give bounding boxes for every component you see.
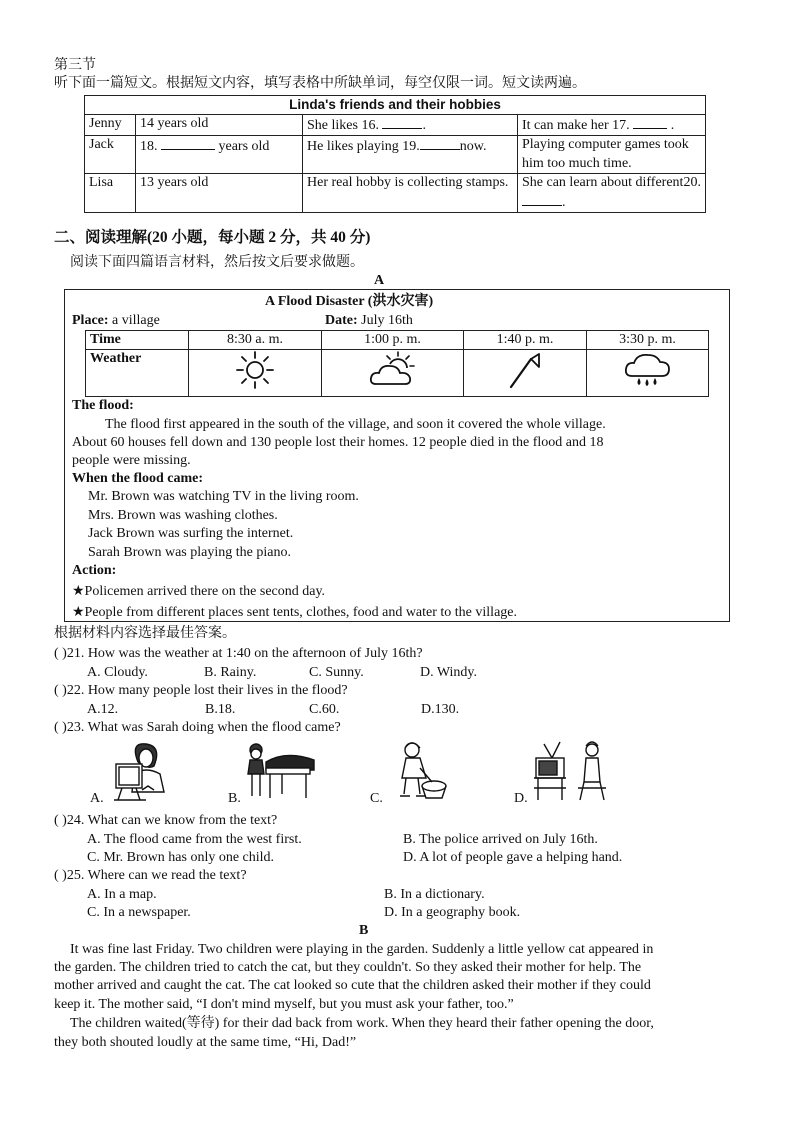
option-d[interactable]: D. In a geography book.	[384, 905, 521, 920]
answer-blank-19[interactable]	[420, 136, 460, 150]
cell-effect: It can make her 17. .	[518, 115, 706, 136]
place-value: a village	[108, 313, 160, 328]
list-item: Mrs. Brown was washing clothes.	[88, 508, 278, 523]
part-heading: 二、阅读理解(20 小题，每小题 2 分，共 40 分)	[54, 229, 371, 246]
answer-blank-18[interactable]	[161, 136, 215, 150]
option-b[interactable]: B. In a dictionary.	[384, 887, 485, 902]
option-a[interactable]: A.	[90, 791, 104, 806]
place-line	[72, 312, 160, 330]
flood-text: people were missing.	[72, 453, 191, 468]
section-title: 第三节	[54, 58, 96, 73]
flood-label: The flood:	[72, 398, 134, 413]
option-b[interactable]: B. Rainy.	[204, 665, 257, 680]
option-a[interactable]: A. The flood came from the west first.	[87, 832, 302, 847]
passage-b-line: they both shouted loudly at the same time, “Hi, Dad!”	[54, 1035, 357, 1050]
passage-b-line: The children waited(等待) for their dad back from work. When they heard their father opening the door,	[70, 1016, 654, 1031]
option-d[interactable]: D.130.	[421, 702, 460, 717]
list-item: Jack Brown was surfing the internet.	[88, 526, 294, 541]
hobbies-table	[84, 95, 706, 213]
cell-text: She can learn about different20.	[522, 174, 701, 190]
passage-b-line: mother arrived and caught the cat. The cat looked so cute that the children asked their mother if they could	[54, 978, 651, 993]
tv-girl-icon[interactable]	[530, 736, 614, 806]
table-row	[85, 136, 706, 173]
option-d[interactable]: D. A lot of people gave a helping hand.	[403, 850, 623, 865]
passage-label-a: A	[374, 273, 385, 288]
table-row	[85, 115, 706, 136]
time-cell: 3:30 p. m.	[587, 331, 709, 350]
date-value: July 16th	[357, 313, 413, 328]
answer-blank-16[interactable]	[382, 115, 422, 129]
passage-b-line: keep it. The mother said, “I don't mind myself, but you must ask your father, too.”	[54, 997, 514, 1012]
option-b[interactable]: B. The police arrived on July 16th.	[403, 832, 598, 847]
cell-age: 14 years old	[136, 115, 303, 136]
flood-text: About 60 houses fell down and 130 people lost their homes. 12 people died in the flood and 18	[72, 435, 604, 450]
time-label: Time	[86, 331, 189, 350]
question-21[interactable]: ( )21. How was the weather at 1:40 on the afternoon of July 16th?	[54, 646, 423, 661]
weather-cell	[189, 350, 322, 397]
time-cell: 1:40 p. m.	[464, 331, 587, 350]
weather-cell	[322, 350, 464, 397]
place-label: Place:	[72, 313, 109, 328]
cell-name: Jenny	[85, 115, 136, 136]
option-a[interactable]: A.12.	[87, 702, 119, 717]
answer-blank-17[interactable]	[633, 115, 667, 129]
when-label: When the flood came:	[72, 471, 204, 486]
computer-girl-icon[interactable]	[108, 740, 174, 804]
washing-girl-icon[interactable]	[384, 738, 448, 804]
option-b[interactable]: B.	[228, 791, 241, 806]
cloudy-icon	[368, 350, 418, 390]
action-label: Action:	[72, 563, 117, 578]
option-b[interactable]: B.18.	[205, 702, 236, 717]
part-instruction: 阅读下面四篇语言材料，然后按文后要求做题。	[70, 255, 364, 270]
answer-blank-20[interactable]	[522, 192, 562, 206]
question-24[interactable]: ( )24. What can we know from the text?	[54, 813, 278, 828]
rain-icon	[623, 350, 673, 390]
windy-icon	[505, 350, 545, 390]
cell-hobby	[303, 136, 518, 173]
cell-name: Jack	[85, 136, 136, 173]
option-c[interactable]: C.60.	[309, 702, 340, 717]
list-item: Mr. Brown was watching TV in the living room.	[88, 489, 359, 504]
question-23[interactable]: ( )23. What was Sarah doing when the flood came?	[54, 720, 341, 735]
piano-girl-icon[interactable]	[242, 738, 318, 804]
weather-table	[85, 330, 709, 397]
action-item: ★Policemen arrived there on the second day.	[72, 584, 326, 599]
option-c[interactable]: C. In a newspaper.	[87, 905, 191, 920]
questions-instruction: 根据材料内容选择最佳答案。	[54, 626, 236, 641]
cell-text: 18.	[140, 139, 158, 155]
option-d[interactable]: D.	[514, 791, 528, 806]
action-item: ★People from different places sent tents, clothes, food and water to the village.	[72, 605, 517, 620]
list-item: Sarah Brown was playing the piano.	[88, 545, 291, 560]
cell-hobby: She likes 16. .	[303, 115, 518, 136]
passage-label-b: B	[359, 923, 369, 938]
option-c[interactable]: C. Mr. Brown has only one child.	[87, 850, 275, 865]
table-row	[85, 173, 706, 212]
time-cell: 1:00 p. m.	[322, 331, 464, 350]
passage-b-line: It was fine last Friday. Two children were playing in the garden. Suddenly a little yellow cat appeared in	[70, 942, 654, 957]
cell-name: Lisa	[85, 173, 136, 212]
date-line	[325, 312, 413, 330]
flood-text: The flood first appeared in the south of the village, and soon it covered the whole village.	[105, 417, 606, 432]
cell-text: now.	[459, 139, 487, 155]
weather-cell	[464, 350, 587, 397]
cell-text: He likes playing 19.	[307, 139, 420, 155]
passage-a-title: A Flood Disaster (洪水灾害)	[265, 294, 434, 309]
passage-a-box	[64, 289, 730, 622]
cell-age: 13 years old	[136, 173, 303, 212]
cell-text: years old	[218, 139, 270, 155]
option-a[interactable]: A. In a map.	[87, 887, 157, 902]
weather-label: Weather	[86, 350, 189, 397]
option-a[interactable]: A. Cloudy.	[87, 665, 148, 680]
table-title: Linda's friends and their hobbies	[85, 96, 706, 115]
cell-effect: Playing computer games took him too much time.	[518, 136, 706, 173]
cell-text: She likes 16.	[307, 118, 379, 134]
option-c[interactable]: C.	[370, 791, 383, 806]
date-label: Date:	[325, 313, 358, 328]
sun-icon	[232, 350, 278, 390]
option-d[interactable]: D. Windy.	[420, 665, 477, 680]
question-25[interactable]: ( )25. Where can we read the text?	[54, 868, 247, 883]
cell-hobby: Her real hobby is collecting stamps.	[303, 173, 518, 212]
passage-b-line: the garden. The children tried to catch the cat, but they couldn't. So they asked their mother for help. The	[54, 960, 642, 975]
time-cell: 8:30 a. m.	[189, 331, 322, 350]
question-22[interactable]: ( )22. How many people lost their lives in the flood?	[54, 683, 348, 698]
cell-effect: She can learn about different20. .	[518, 173, 706, 212]
weather-cell	[587, 350, 709, 397]
cell-age	[136, 136, 303, 173]
option-c[interactable]: C. Sunny.	[309, 665, 364, 680]
cell-text: It can make her 17.	[522, 118, 630, 134]
section-instruction: 听下面一篇短文。根据短文内容，填写表格中所缺单词，每空仅限一词。短文读两遍。	[54, 76, 586, 91]
